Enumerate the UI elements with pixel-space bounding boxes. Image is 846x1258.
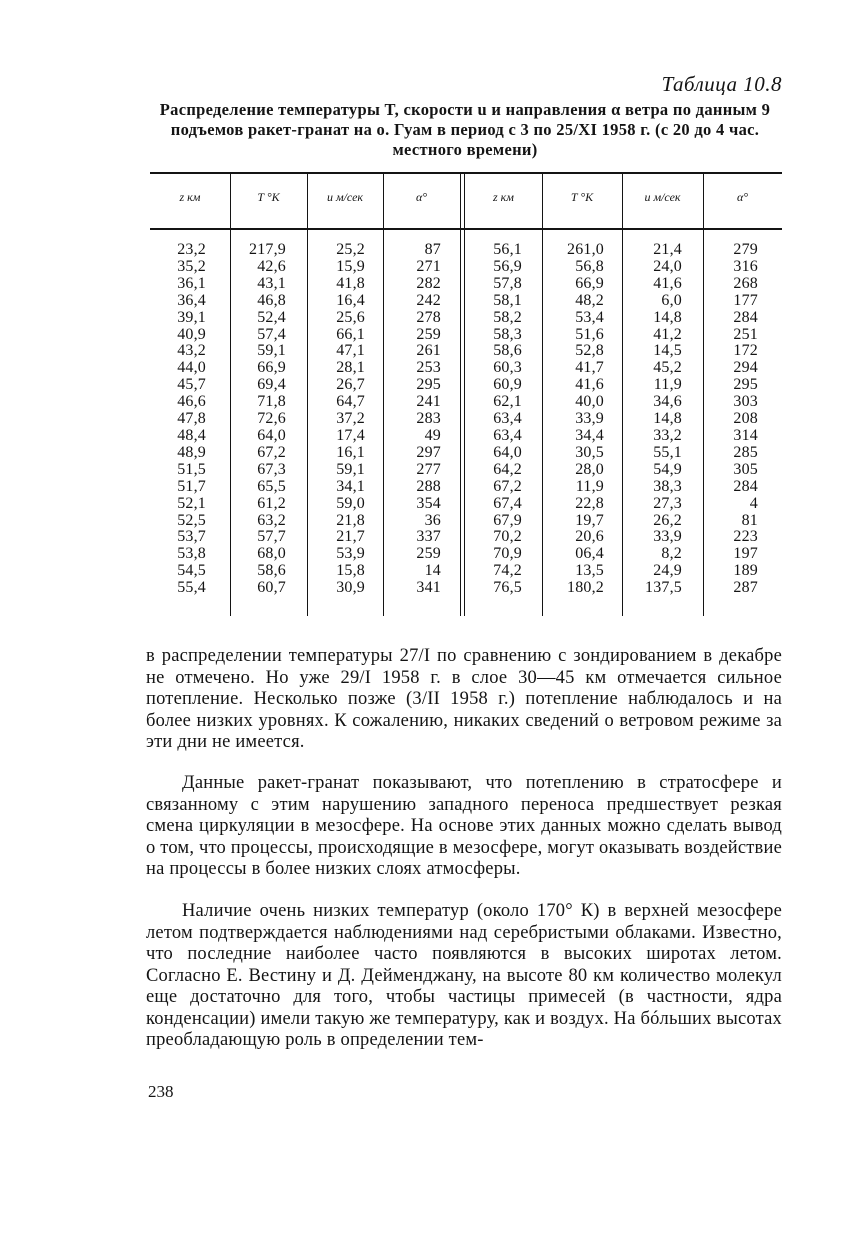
table-cell: 63,4 <box>493 426 522 444</box>
table-cell: 25,2 <box>336 241 365 258</box>
table-cell: 46,8 <box>257 291 286 309</box>
table-cell: 19,7 <box>575 511 604 529</box>
table-cell: 26,2 <box>653 511 682 529</box>
table-cell: 36,1 <box>177 274 206 292</box>
table-cell: 56,9 <box>493 257 522 275</box>
table-label: Таблица 10.8 <box>661 72 782 96</box>
table-cell: 61,2 <box>257 494 286 512</box>
table-cell: 28,0 <box>575 460 604 478</box>
table-cell: 24,9 <box>653 562 682 580</box>
header-alpha: α° <box>415 190 428 204</box>
paragraph-text: в распределении температуры 27/I по сравнению с зондированием в декабре не отмечено. Но уже 29/I 1958 г. в слое 30—45 км отмечается сильное потепление. Несколько позже (3/II 1958 г.) потепление наблюдалось и на более низких уровнях. К сожалению, никаких сведений о ветровом режиме за эти дни не имеется. <box>146 646 782 752</box>
table-cell: 67,2 <box>257 443 286 461</box>
data-table <box>150 172 782 616</box>
table-cell: 14 <box>424 562 441 580</box>
table-cell: 48,2 <box>575 291 604 309</box>
table-cell: 47,8 <box>177 410 206 428</box>
paragraph-text: Наличие очень низких температур (около 170° К) в верхней мезосфере летом подтверждается наблюдениями над серебристыми облаками. Известно, что последние наиболее часто появляются в высоких широтах летом. Согласно Е. Вестину и Д. Дейменджану, на высоте 80 км количество молекул еще достаточно для того, чтобы частицы примесей (в частности, ядра конденсации) имели такую же температуру, как и воздух. На бóльших высотах преобладающую роль в определении тем- <box>146 901 782 1050</box>
table-cell: 278 <box>416 308 441 326</box>
table-cell: 33,2 <box>653 426 682 444</box>
column-z-1 <box>150 242 206 597</box>
table-cell: 60,3 <box>493 359 522 377</box>
table-cell: 303 <box>733 393 758 411</box>
table-cell: 259 <box>416 325 441 343</box>
table-cell: 66,9 <box>575 274 604 292</box>
table-cell: 67,9 <box>493 511 522 529</box>
table-cell: 36 <box>424 511 441 529</box>
table-cell: 57,8 <box>493 274 522 292</box>
table-cell: 53,4 <box>575 308 604 326</box>
table-cell: 54,9 <box>653 460 682 478</box>
column-u-2 <box>622 242 682 597</box>
table-cell: 251 <box>733 325 758 343</box>
table-cell: 53,8 <box>177 545 206 563</box>
table-cell: 223 <box>733 528 758 546</box>
table-cell: 41,2 <box>653 325 682 343</box>
table-cell: 45,2 <box>653 359 682 377</box>
table-cell: 217,9 <box>249 241 286 258</box>
table-cell: 49 <box>424 426 441 444</box>
table-cell: 40,9 <box>177 325 206 343</box>
table-cell: 76,5 <box>493 579 522 597</box>
page-number: 238 <box>148 1082 174 1101</box>
table-cell: 16,4 <box>336 291 365 309</box>
table-cell: 54,5 <box>177 562 206 580</box>
table-cell: 14,8 <box>653 410 682 428</box>
table-cell: 53,9 <box>336 545 365 563</box>
table-top-rule <box>150 172 782 174</box>
paragraph-2 <box>146 773 782 881</box>
table-cell: 06,4 <box>575 545 604 563</box>
table-cell: 208 <box>733 410 758 428</box>
table-cell: 13,5 <box>575 562 604 580</box>
table-cell: 172 <box>733 342 758 360</box>
table-cell: 21,8 <box>336 511 365 529</box>
table-cell: 64,0 <box>493 443 522 461</box>
table-cell: 51,5 <box>177 460 206 478</box>
table-cell: 46,6 <box>177 393 206 411</box>
column-t-1 <box>230 242 286 597</box>
table-cell: 64,2 <box>493 460 522 478</box>
table-cell: 67,2 <box>493 477 522 495</box>
table-cell: 11,9 <box>575 477 604 495</box>
table-cell: 30,9 <box>336 579 365 597</box>
table-cell: 261 <box>416 342 441 360</box>
column-u-1 <box>307 242 365 597</box>
table-cell: 34,4 <box>575 426 604 444</box>
column-alpha-1 <box>383 242 441 597</box>
table-cell: 51,6 <box>575 325 604 343</box>
table-cell: 15,9 <box>336 257 365 275</box>
table-cell: 242 <box>416 291 441 309</box>
table-cell: 314 <box>733 426 758 444</box>
table-cell: 53,7 <box>177 528 206 546</box>
header-z-km-2: z км <box>493 190 514 204</box>
table-cell: 59,0 <box>336 494 365 512</box>
table-cell: 56,8 <box>575 257 604 275</box>
paragraph-1 <box>146 646 782 754</box>
table-cell: 55,1 <box>653 443 682 461</box>
paragraph-3 <box>146 901 782 1052</box>
table-cell: 295 <box>733 376 758 394</box>
table-cell: 279 <box>733 241 758 258</box>
table-cell: 24,0 <box>653 257 682 275</box>
table-cell: 6,0 <box>661 291 682 309</box>
table-cell: 58,1 <box>493 291 522 309</box>
table-cell: 52,1 <box>177 494 206 512</box>
table-cell: 43,1 <box>257 274 286 292</box>
table-header-rule <box>150 228 782 230</box>
table-cell: 64,0 <box>257 426 286 444</box>
table-cell: 16,1 <box>336 443 365 461</box>
table-cell: 283 <box>416 410 441 428</box>
table-cell: 282 <box>416 274 441 292</box>
header-u-m-s-2: u м/сек <box>644 190 681 204</box>
table-cell: 41,6 <box>575 376 604 394</box>
table-cell: 59,1 <box>336 460 365 478</box>
table-cell: 341 <box>416 579 441 597</box>
table-cell: 288 <box>416 477 441 495</box>
table-cell: 8,2 <box>661 545 682 563</box>
table-cell: 57,4 <box>257 325 286 343</box>
table-cell: 60,9 <box>493 376 522 394</box>
table-cell: 22,8 <box>575 494 604 512</box>
table-cell: 23,2 <box>177 241 206 258</box>
table-cell: 62,1 <box>493 393 522 411</box>
header-alpha-2: α° <box>736 190 749 204</box>
table-cell: 87 <box>424 241 441 258</box>
table-cell: 64,7 <box>336 393 365 411</box>
table-cell: 26,7 <box>336 376 365 394</box>
table-cell: 40,0 <box>575 393 604 411</box>
table-cell: 52,4 <box>257 308 286 326</box>
table-cell: 305 <box>733 460 758 478</box>
table-cell: 285 <box>733 443 758 461</box>
table-cell: 20,6 <box>575 528 604 546</box>
header-z-km: z км <box>179 190 201 204</box>
table-cell: 177 <box>733 291 758 309</box>
table-cell: 34,1 <box>336 477 365 495</box>
table-cell: 48,4 <box>177 426 206 444</box>
table-cell: 316 <box>733 257 758 275</box>
table-cell: 197 <box>733 545 758 563</box>
table-cell: 261,0 <box>567 241 604 258</box>
table-cell: 48,9 <box>177 443 206 461</box>
header-t-k-2: T °K <box>570 190 594 204</box>
table-cell: 52,8 <box>575 342 604 360</box>
table-cell: 287 <box>733 579 758 597</box>
table-cell: 36,4 <box>177 291 206 309</box>
table-cell: 27,3 <box>653 494 682 512</box>
table-cell: 71,8 <box>257 393 286 411</box>
table-cell: 137,5 <box>645 579 682 597</box>
table-cell: 65,5 <box>257 477 286 495</box>
table-cell: 81 <box>741 511 758 529</box>
table-cell: 52,5 <box>177 511 206 529</box>
table-cell: 59,1 <box>257 342 286 360</box>
paragraph-text: Данные ракет-гранат показывают, что потеплению в стратосфере и связанному с этим нарушению западного переноса предшествует резкая смена циркуляции в мезосфере. На основе этих данных можно сделать вывод о том, что процессы, происходящие в мезосфере, могут оказывать воздействие на процессы в более низких слоях атмосферы. <box>146 773 782 879</box>
table-cell: 33,9 <box>653 528 682 546</box>
table-cell: 51,7 <box>177 477 206 495</box>
table-cell: 74,2 <box>493 562 522 580</box>
table-cell: 63,2 <box>257 511 286 529</box>
table-cell: 4 <box>749 494 758 512</box>
table-cell: 72,6 <box>257 410 286 428</box>
table-cell: 253 <box>416 359 441 377</box>
table-cell: 28,1 <box>336 359 365 377</box>
table-cell: 63,4 <box>493 410 522 428</box>
table-cell: 38,3 <box>653 477 682 495</box>
table-cell: 58,3 <box>493 325 522 343</box>
column-t-2 <box>542 242 604 597</box>
header-u-m-s: u м/сек <box>326 190 364 204</box>
table-cell: 67,3 <box>257 460 286 478</box>
table-caption: Распределение температуры T, скорости u и направления α ветра по данным 9 подъемов ракет-гранат на о. Гуам в период с 3 по 25/XI 1958 г. (с 20 до 4 час. местного времени) <box>159 100 771 159</box>
table-cell: 69,4 <box>257 376 286 394</box>
table-cell: 25,6 <box>336 308 365 326</box>
table-cell: 68,0 <box>257 545 286 563</box>
table-cell: 70,2 <box>493 528 522 546</box>
table-cell: 11,9 <box>653 376 682 394</box>
table-cell: 354 <box>416 494 441 512</box>
table-cell: 30,5 <box>575 443 604 461</box>
table-cell: 14,5 <box>653 342 682 360</box>
table-cell: 14,8 <box>653 308 682 326</box>
table-cell: 66,9 <box>257 359 286 377</box>
table-cell: 57,7 <box>257 528 286 546</box>
table-cell: 55,4 <box>177 579 206 597</box>
table-cell: 56,1 <box>493 241 522 258</box>
table-cell: 33,9 <box>575 410 604 428</box>
table-cell: 41,7 <box>575 359 604 377</box>
table-cell: 337 <box>416 528 441 546</box>
table-cell: 45,7 <box>177 376 206 394</box>
table-cell: 58,2 <box>493 308 522 326</box>
table-cell: 189 <box>733 562 758 580</box>
table-cell: 70,9 <box>493 545 522 563</box>
table-cell: 259 <box>416 545 441 563</box>
table-cell: 34,6 <box>653 393 682 411</box>
table-cell: 17,4 <box>336 426 365 444</box>
column-alpha-2 <box>703 242 758 597</box>
table-cell: 277 <box>416 460 441 478</box>
header-t-k: T °K <box>257 190 280 204</box>
table-cell: 241 <box>416 393 441 411</box>
table-cell: 41,6 <box>653 274 682 292</box>
column-z-2 <box>465 242 522 597</box>
table-cell: 41,8 <box>336 274 365 292</box>
table-cell: 66,1 <box>336 325 365 343</box>
table-cell: 47,1 <box>336 342 365 360</box>
table-cell: 284 <box>733 477 758 495</box>
table-cell: 44,0 <box>177 359 206 377</box>
table-cell: 37,2 <box>336 410 365 428</box>
table-cell: 39,1 <box>177 308 206 326</box>
table-cell: 42,6 <box>257 257 286 275</box>
table-cell: 284 <box>733 308 758 326</box>
table-cell: 295 <box>416 376 441 394</box>
table-cell: 180,2 <box>567 579 604 597</box>
table-cell: 67,4 <box>493 494 522 512</box>
table-cell: 297 <box>416 443 441 461</box>
table-cell: 21,4 <box>653 241 682 258</box>
table-cell: 268 <box>733 274 758 292</box>
table-cell: 15,8 <box>336 562 365 580</box>
table-cell: 58,6 <box>493 342 522 360</box>
table-cell: 271 <box>416 257 441 275</box>
table-cell: 21,7 <box>336 528 365 546</box>
table-cell: 35,2 <box>177 257 206 275</box>
table-cell: 58,6 <box>257 562 286 580</box>
table-cell: 43,2 <box>177 342 206 360</box>
table-cell: 294 <box>733 359 758 377</box>
table-cell: 60,7 <box>257 579 286 597</box>
